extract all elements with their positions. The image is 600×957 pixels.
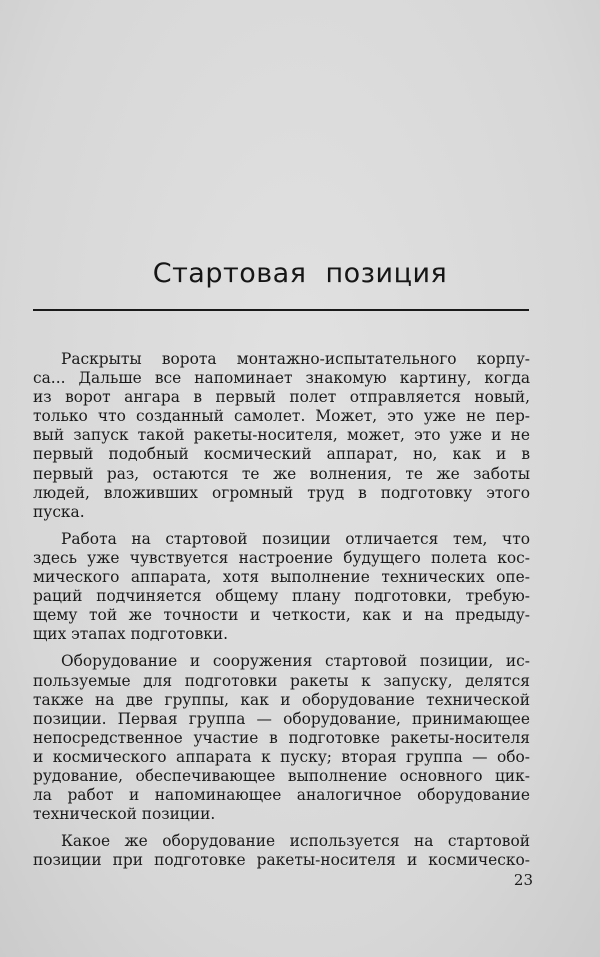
text-line: щему той же точности и четкости, как и на предыду- (33, 606, 530, 625)
text-line: людей, вложивших огромный труд в подготовку этого (33, 483, 530, 502)
text-line: здесь уже чувствуется настроение будущего полета кос- (33, 548, 530, 567)
text-line: позиции. Первая группа — оборудование, принимающее (33, 709, 530, 728)
body-text (33, 350, 530, 878)
text-line: первый подобный космический аппарат, но, как и в (33, 445, 530, 464)
paragraph-4 (33, 832, 530, 870)
section-heading: Стартовая позиция (152, 258, 448, 289)
text-line: са... Дальше все напоминает знакомую картину, когда (33, 369, 530, 388)
text-line: рудование, обеспечивающее выполнение основного цик- (33, 766, 530, 785)
text-line: Раскрыты ворота монтажно-испытательного корпу- (61, 350, 530, 368)
text-line: раций подчиняется общему плану подготовки, требую- (33, 587, 530, 606)
paragraph-2 (33, 530, 530, 645)
text-line: вый запуск такой ракеты-носителя, может, это уже и не (33, 426, 530, 445)
text-line: непосредственное участие в подготовке ракеты-носителя (33, 728, 530, 747)
paragraph-1 (33, 350, 530, 522)
text-line: Оборудование и сооружения стартовой позиции, ис- (61, 652, 530, 671)
text-line: щих этапах подготовки. (33, 625, 228, 644)
heading-rule (33, 309, 529, 311)
text-line: пуска. (33, 502, 85, 521)
text-line: ла работ и напоминающее аналогичное оборудование (33, 786, 530, 805)
text-line: только что созданный самолет. Может, это уже не пер- (33, 407, 530, 426)
page-number: 23 (513, 871, 533, 889)
text-line: первый раз, остаются те же волнения, те же заботы (33, 464, 530, 483)
text-line: позиции при подготовке ракеты-носителя и космическо- (33, 851, 530, 870)
text-line: Работа на стартовой позиции отличается тем, что (61, 529, 530, 548)
text-line: мического аппарата, хотя выполнение технических опе- (33, 568, 530, 587)
text-line: технической позиции. (33, 805, 216, 824)
text-line: пользуемые для подготовки ракеты к запуску, делятся (33, 671, 530, 690)
paragraph-3 (33, 652, 530, 824)
text-line: также на две группы, как и оборудование технической (33, 690, 530, 709)
text-line: и космического аппарата к пуску; вторая группа — обо- (33, 747, 530, 766)
text-line: из ворот ангара в первый полет отправляется новый, (33, 388, 530, 407)
text-line: Какое же оборудование используется на стартовой (61, 832, 530, 851)
